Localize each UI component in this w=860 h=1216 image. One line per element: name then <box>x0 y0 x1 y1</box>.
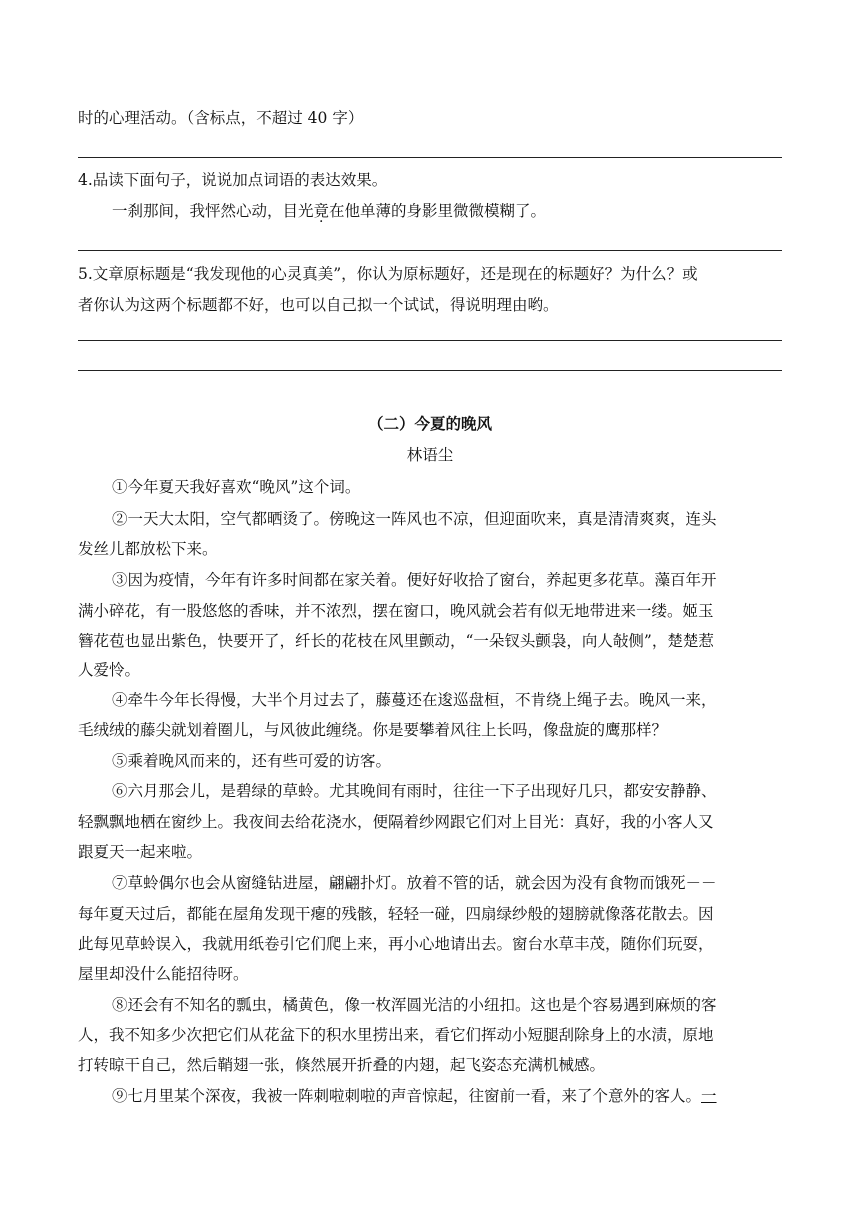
answer-line <box>78 370 782 371</box>
question-5-line-2: 者你认为这两个标题都不好，也可以自己拟一个试试，得说明理由哟。 <box>78 296 559 314</box>
paragraph-2-line-1: ②一天大太阳，空气都晒烫了。傍晚这一阵风也不凉，但迎面吹来，真是清清爽爽，连头 <box>112 510 717 528</box>
paragraph-5: ⑤乘着晚风而来的，还有些可爱的访客。 <box>112 752 392 770</box>
underlined-text: 一 <box>701 1087 717 1105</box>
question-4-prompt: 4.品读下面句子，说说加点词语的表达效果。 <box>78 171 388 189</box>
paragraph-7-line-3: 此每见草蛉误入，我就用纸卷引它们爬上来，再小心地请出去。窗台水草丰茂，随你们玩耍， <box>78 935 714 953</box>
paragraph-8-line-1: ⑧还会有不知名的瓢虫，橘黄色，像一枚浑圆光洁的小纽扣。这也是个容易遇到麻烦的客 <box>112 996 717 1014</box>
paragraph-4-line-2: 毛绒绒的藤尖就划着圈儿，与风彼此缠绕。你是要攀着风往上长吗，像盘旋的鹰那样？ <box>78 721 668 739</box>
paragraph-8-line-2: 人，我不知多少次把它们从花盆下的积水里捞出来，看它们挥动小短腿刮除身上的水渍，原地 <box>78 1026 714 1044</box>
section-title: （二）今夏的晚风 <box>367 414 492 433</box>
dotted-word: 竟 <box>313 202 330 220</box>
question-3-tail: 时的心理活动。（含标点，不超过 40 字） <box>78 109 364 127</box>
paragraph-7-line-4: 屋里却没什么能招待呀。 <box>78 965 249 983</box>
paragraph-4-line-1: ④牵牛今年长得慢，大半个月过去了，藤蔓还在逡巡盘桓，不肯绕上绳子去。晚风一来， <box>112 691 717 709</box>
paragraph-6-line-3: 跟夏天一起来啦。 <box>78 843 203 861</box>
paragraph-8-line-3: 打转晾干自己，然后鞘翅一张，倏然展开折叠的内翅，起飞姿态充满机械感。 <box>78 1056 606 1074</box>
paragraph-3-line-1: ③因为疫情，今年有许多时间都在家关着。便好好收拾了窗台，养起更多花草。藻百年开 <box>112 571 717 589</box>
answer-line <box>78 340 782 341</box>
author: 林语尘 <box>406 446 454 464</box>
paragraph-9-line-1 <box>112 1086 717 1106</box>
paragraph-3-line-4: 人爱怜。 <box>78 661 141 679</box>
sentence-before: 一刹那间，我怦然心动，目光 <box>112 202 314 220</box>
paragraph-6-line-2: 轻飘飘地栖在窗纱上。我夜间去给花浇水，便隔着纱网跟它们对上目光：真好，我的小客人又 <box>78 813 714 831</box>
paragraph-7-line-1: ⑦草蛉偶尔也会从窗缝钻进屋，翩翩扑灯。放着不管的话，就会因为没有食物而饿死－－ <box>112 874 717 892</box>
paragraph-3-line-2: 满小碎花，有一股悠悠的香味，并不浓烈，摆在窗口，晚风就会若有似无地带进来一缕。姬玉 <box>78 602 714 620</box>
answer-line <box>78 250 782 251</box>
paragraph-7-line-2: 每年夏天过后，都能在屋角发现干瘪的残骸，轻轻一碰，四扇绿纱般的翅膀就像落花散去。因 <box>78 905 714 923</box>
sentence-after: 在他单薄的身影里微微模糊了。 <box>329 202 547 220</box>
paragraph-1: ①今年夏天我好喜欢“晚风”这个词。 <box>112 478 361 496</box>
question-4-sentence <box>112 201 546 221</box>
paragraph-2-line-2: 发丝儿都放松下来。 <box>78 540 218 558</box>
paragraph-9-text: ⑨七月里某个深夜，我被一阵刺啦刺啦的声音惊起，往窗前一看，来了个意外的客人。 <box>112 1087 702 1105</box>
paragraph-3-line-3: 簪花苞也显出紫色，快要开了，纤长的花枝在风里颤动，“一朵钗头颤袅，向人敧侧”，楚楚惹 <box>78 632 714 650</box>
paragraph-6-line-1: ⑥六月那会儿，是碧绿的草蛉。尤其晚间有雨时，往往一下子出现好几只，都安安静静、 <box>112 782 717 800</box>
question-5-line-1: 5.文章原标题是“我发现他的心灵真美”，你认为原标题好，还是现在的标题好？为什么？或 <box>78 265 698 283</box>
answer-line <box>78 157 782 158</box>
